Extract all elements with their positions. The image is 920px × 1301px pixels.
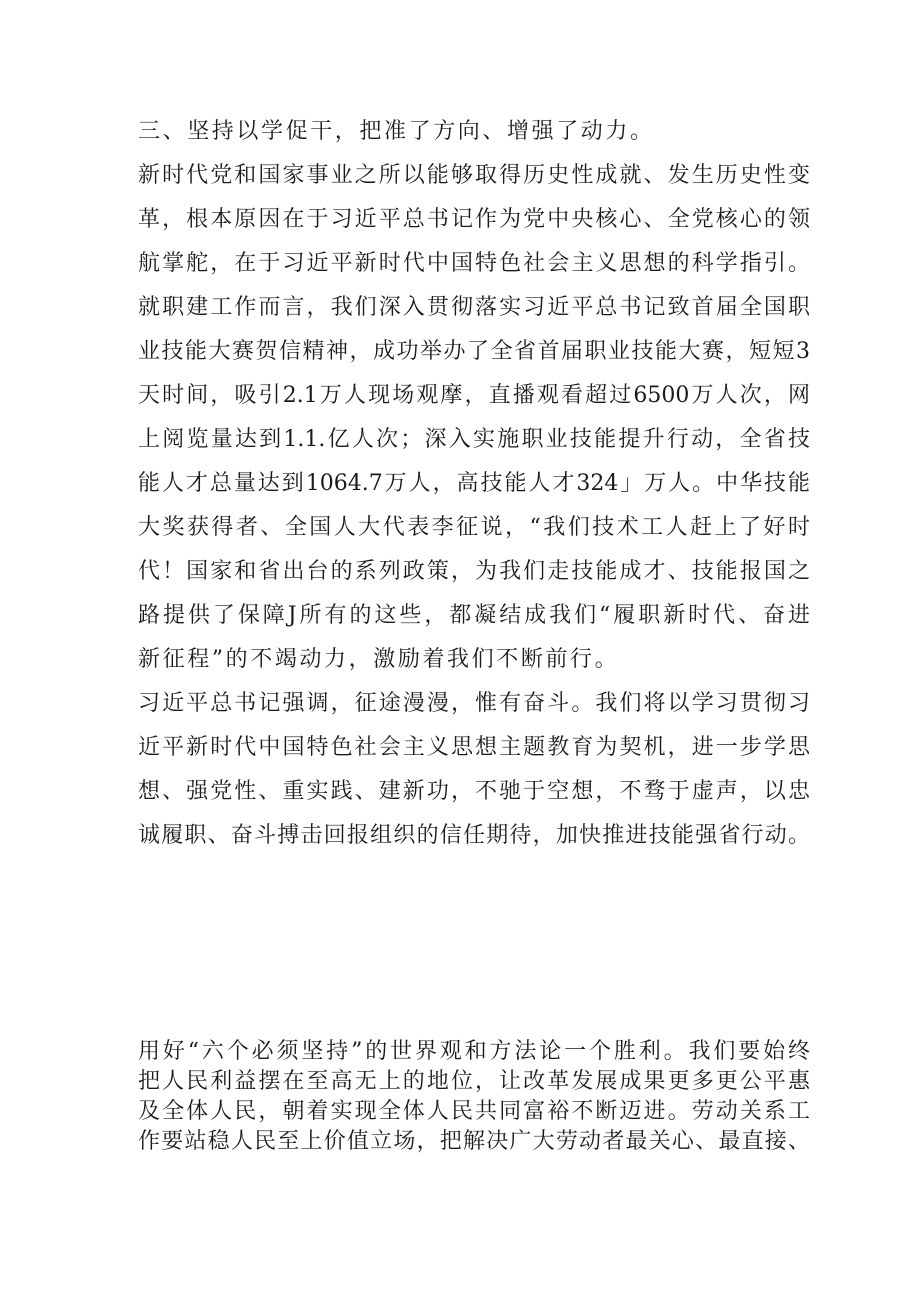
paragraph-line: 上阅览量达到1.1.亿人次；深入实施职业技能提升行动，全省技 [138, 427, 810, 452]
paragraph-line: 用好“六个必须坚持”的世界观和方法论一个胜利。我们要始终 [138, 1039, 810, 1064]
paragraph-line: 诚履职、奋斗搏击回报组织的信任期待，加快推进技能强省行动。 [138, 823, 810, 848]
body-section-2 [138, 1037, 810, 1157]
paragraph-line: 想、强党性、重实践、建新功，不驰于空想，不骛于虚声，以忠 [138, 779, 810, 804]
section-heading: 三、坚持以学促干，把准了方向、增强了动力。 [138, 119, 655, 144]
paragraph-line: 业技能大赛贺信精神，成功举办了全省首届职业技能大赛，短短3 [138, 339, 810, 364]
paragraph-line: 路提供了保障J所有的这些，都凝结成我们“履职新时代、奋进 [138, 603, 810, 628]
paragraph-line: 及全体人民，朝着实现全体人民共同富裕不断迈进。劳动关系工 [138, 1099, 810, 1124]
paragraph-line: 大奖获得者、全国人大代表李征说，“我们技术工人赶上了好时 [138, 515, 810, 540]
paragraph-line: 新征程”的不竭动力，激励着我们不断前行。 [138, 647, 620, 672]
paragraph-line: 把人民利益摆在至高无上的地位，让改革发展成果更多更公平惠 [138, 1069, 810, 1094]
paragraph-line: 革，根本原因在于习近平总书记作为党中央核心、全党核心的领 [138, 207, 810, 232]
paragraph-line: 能人才总量达到1064.7万人，高技能人才324」万人。中华技能 [138, 471, 810, 496]
paragraph-line: 天时间，吸引2.1万人现场观摩，直播观看超过6500万人次，网 [138, 383, 810, 408]
paragraph-line: 代！国家和省出台的系列政策，为我们走技能成才、技能报国之 [138, 559, 810, 584]
paragraph-line: 近平新时代中国特色社会主义思想主题教育为契机，进一步学思 [138, 735, 810, 760]
paragraph-line: 航掌舵，在于习近平新时代中国特色社会主义思想的科学指引。 [138, 251, 810, 276]
paragraph-line: 就职建工作而言，我们深入贯彻落实习近平总书记致首届全国职 [138, 295, 810, 320]
paragraph-line: 作要站稳人民至上价值立场，把解决广大劳动者最关心、最直接、 [138, 1129, 810, 1154]
paragraph-line: 习近平总书记强调，征途漫漫，惟有奋斗。我们将以学习贯彻习 [138, 691, 810, 716]
paragraph-line: 新时代党和国家事业之所以能够取得历史性成就、发生历史性变 [138, 163, 810, 188]
body-section-1 [138, 110, 810, 858]
